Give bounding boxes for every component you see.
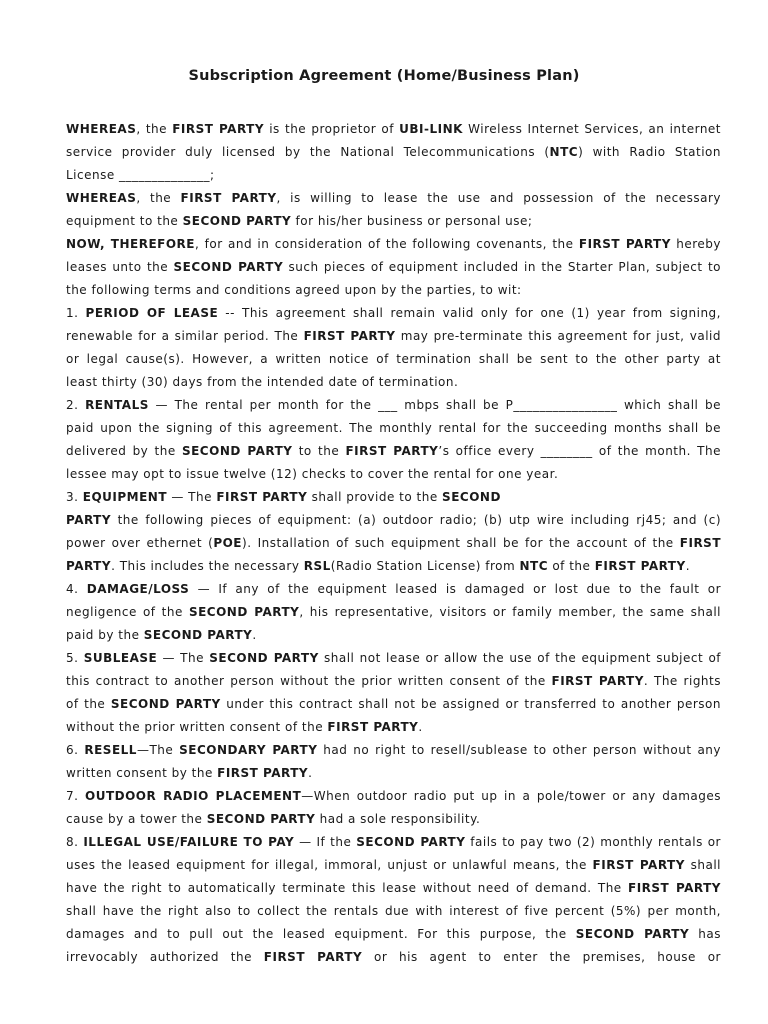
text-run: 4. (66, 582, 87, 596)
text-run: or his agent to enter the premises, house or (362, 950, 721, 964)
bold-term: ILLEGAL USE/FAILURE TO PAY (83, 835, 295, 849)
text-run: without the prior written consent of the (66, 720, 328, 734)
bold-term: UBI-LINK (399, 122, 463, 136)
text-line (66, 854, 721, 877)
text-run: . This includes the necessary (111, 559, 304, 573)
bold-term: OUTDOOR RADIO PLACEMENT (85, 789, 302, 803)
text-line (66, 187, 721, 210)
text-run: —The (136, 743, 180, 757)
text-line (66, 394, 721, 417)
text-run: fails to pay two (2) monthly rentals or (465, 835, 721, 849)
bold-term: WHEREAS (66, 122, 137, 136)
text-run: of the (548, 559, 595, 573)
bold-term: SECONDARY PARTY (179, 743, 318, 757)
bold-term: NOW, THEREFORE (66, 237, 195, 251)
text-run: cause by a tower the (66, 812, 207, 826)
bold-term: SECOND PARTY (181, 444, 293, 458)
text-line (66, 716, 721, 739)
bold-term: FIRST PARTY (327, 720, 419, 734)
text-run: , the (136, 122, 173, 136)
bold-term: POE (213, 536, 243, 550)
text-run: 3. (66, 490, 83, 504)
text-line (66, 210, 721, 233)
bold-term: PARTY (66, 513, 112, 527)
bold-term: SECOND PARTY (209, 651, 319, 665)
bold-term: EQUIPMENT (82, 490, 168, 504)
text-run: 8. (66, 835, 84, 849)
bold-term: FIRST PARTY (592, 858, 685, 872)
text-run: leases unto the (66, 260, 174, 274)
text-line (66, 279, 721, 302)
text-line (66, 808, 721, 831)
text-run: . (308, 766, 313, 780)
text-line (66, 325, 721, 348)
text-run: . (418, 720, 423, 734)
text-run: lessee may opt to issue twelve (12) checks to cover the rental for one year. (66, 467, 559, 481)
text-line (66, 463, 721, 486)
text-run: — The rental per month for the ___ mbps shall be P________________ which shall be (148, 398, 721, 412)
text-run: — The (167, 490, 217, 504)
text-line (66, 371, 721, 394)
text-line (66, 233, 721, 256)
text-line (66, 831, 721, 854)
text-run: such pieces of equipment included in the Starter Plan, subject to (283, 260, 721, 274)
bold-term: SUBLEASE (83, 651, 158, 665)
text-line (66, 670, 721, 693)
text-line (66, 302, 721, 325)
text-run: -- This agreement shall remain valid only for one (1) year from signing, (218, 306, 721, 320)
bold-term: SECOND PARTY (173, 260, 284, 274)
bold-term: SECOND PARTY (182, 214, 292, 228)
text-run: equipment to the (66, 214, 183, 228)
text-run: this contract to another person without the prior written consent of the (66, 674, 552, 688)
text-line (66, 348, 721, 371)
text-run: shall (684, 858, 721, 872)
text-run: ’s office every ________ of the month. The (438, 444, 721, 458)
text-run: damages and to pull out the leased equipment. For this purpose, the (66, 927, 576, 941)
text-run: Wireless Internet Services, an internet (462, 122, 721, 136)
text-run: paid by the (66, 628, 144, 642)
text-run: the following pieces of equipment: (a) outdoor radio; (b) utp wire including rj45; and (c) (111, 513, 721, 527)
text-run: written consent by the (66, 766, 218, 780)
bold-term: FIRST (679, 536, 721, 550)
text-run: shall provide to the (307, 490, 443, 504)
text-run: , his representative, visitors or family member, the same shall (299, 605, 721, 619)
bold-term: PARTY (66, 559, 112, 573)
text-line (66, 555, 721, 578)
text-run: uses the leased equipment for illegal, immoral, unjust or unlawful means, the (66, 858, 593, 872)
bold-term: FIRST PARTY (594, 559, 686, 573)
text-line (66, 256, 721, 279)
text-run: 2. (66, 398, 86, 412)
text-run: hereby (670, 237, 721, 251)
text-run: had no right to resell/sublease to other person without any (317, 743, 721, 757)
text-run: renewable for a similar period. The (66, 329, 304, 343)
text-run: negligence of the (66, 605, 189, 619)
text-line (66, 164, 721, 187)
text-line (66, 601, 721, 624)
bold-term: WHEREAS (66, 191, 137, 205)
document-body (66, 118, 721, 969)
text-line (66, 923, 721, 946)
text-line (66, 785, 721, 808)
text-line (66, 118, 721, 141)
bold-term: SECOND (442, 490, 501, 504)
text-run: — If any of the equipment leased is damaged or lost due to the fault or (189, 582, 721, 596)
text-run: of the (66, 697, 111, 711)
bold-term: FIRST PARTY (578, 237, 671, 251)
text-line (66, 624, 721, 647)
text-run: shall not lease or allow the use of the equipment subject of (318, 651, 721, 665)
text-run: ) with Radio Station (578, 145, 721, 159)
text-run: —When outdoor radio put up in a pole/tower or any damages (301, 789, 721, 803)
bold-term: NTC (519, 559, 549, 573)
text-run: , the (136, 191, 181, 205)
text-run: (Radio Station License) from (330, 559, 520, 573)
bold-term: DAMAGE/LOSS (86, 582, 190, 596)
bold-term: FIRST PARTY (345, 444, 439, 458)
bold-term: FIRST PARTY (217, 766, 309, 780)
bold-term: SECOND PARTY (188, 605, 300, 619)
bold-term: FIRST PARTY (216, 490, 308, 504)
text-line (66, 417, 721, 440)
document-title: Subscription Agreement (Home/Business Plan) (188, 68, 580, 84)
bold-term: RESELL (84, 743, 137, 757)
text-run: . (685, 559, 691, 573)
text-run: paid upon the signing of this agreement. The monthly rental for the succeeding months shall be (66, 421, 721, 435)
text-run: to the (292, 444, 346, 458)
bold-term: SECOND PARTY (356, 835, 466, 849)
text-run: — If the (294, 835, 357, 849)
text-run: service provider duly licensed by the National Telecommunications ( (66, 145, 550, 159)
text-run: is the proprietor of (264, 122, 400, 136)
text-line (66, 509, 721, 532)
bold-term: FIRST PARTY (551, 674, 644, 688)
text-run: License ______________; (66, 168, 215, 182)
text-line (66, 440, 721, 463)
text-run: have the right to automatically terminate this lease without need of demand. The (66, 881, 629, 895)
text-run: has (689, 927, 721, 941)
text-run: or legal cause(s). However, a written notice of termination shall be sent to the other party at (66, 352, 721, 366)
text-run: had a sole responsibility. (315, 812, 481, 826)
bold-term: RENTALS (85, 398, 149, 412)
text-line (66, 739, 721, 762)
bold-term: FIRST PARTY (263, 950, 363, 964)
text-line (66, 762, 721, 785)
text-line (66, 900, 721, 923)
text-run: under this contract shall not be assigned or transferred to another person (220, 697, 721, 711)
text-line (66, 946, 721, 969)
text-line (66, 693, 721, 716)
text-line (66, 486, 721, 509)
text-run: delivered by the (66, 444, 182, 458)
text-run: ). Installation of such equipment shall be for the account of the (242, 536, 680, 550)
text-line (66, 141, 721, 164)
bold-term: SECOND PARTY (206, 812, 316, 826)
text-run: power over ethernet ( (66, 536, 214, 550)
bold-term: PERIOD OF LEASE (85, 306, 219, 320)
bold-term: FIRST PARTY (180, 191, 277, 205)
text-run: least thirty (30) days from the intended date of termination. (66, 375, 459, 389)
text-run: , for and in consideration of the following covenants, the (194, 237, 579, 251)
bold-term: FIRST PARTY (172, 122, 265, 136)
text-run: may pre-terminate this agreement for just, valid (395, 329, 721, 343)
text-run: the following terms and conditions agreed upon by the parties, to wit: (66, 283, 522, 297)
text-run: — The (157, 651, 210, 665)
text-line (66, 578, 721, 601)
text-run: , is willing to lease the use and possession of the necessary (276, 191, 721, 205)
bold-term: SECOND PARTY (143, 628, 253, 642)
text-line (66, 532, 721, 555)
text-run: irrevocably authorized the (66, 950, 264, 964)
bold-term: RSL (303, 559, 331, 573)
text-run: 7. (66, 789, 85, 803)
bold-term: SECOND PARTY (575, 927, 690, 941)
text-run: . The rights (643, 674, 721, 688)
bold-term: FIRST PARTY (628, 881, 721, 895)
text-line (66, 877, 721, 900)
text-line (66, 647, 721, 670)
text-run: for his/her business or personal use; (291, 214, 533, 228)
bold-term: SECOND PARTY (110, 697, 221, 711)
text-run: . (252, 628, 257, 642)
text-run: 1. (66, 306, 86, 320)
text-run: shall have the right also to collect the rentals due with interest of five percent (5%) per month, (66, 904, 721, 918)
bold-term: NTC (549, 145, 579, 159)
bold-term: FIRST PARTY (303, 329, 396, 343)
text-run: 5. (66, 651, 84, 665)
text-run: 6. (66, 743, 85, 757)
